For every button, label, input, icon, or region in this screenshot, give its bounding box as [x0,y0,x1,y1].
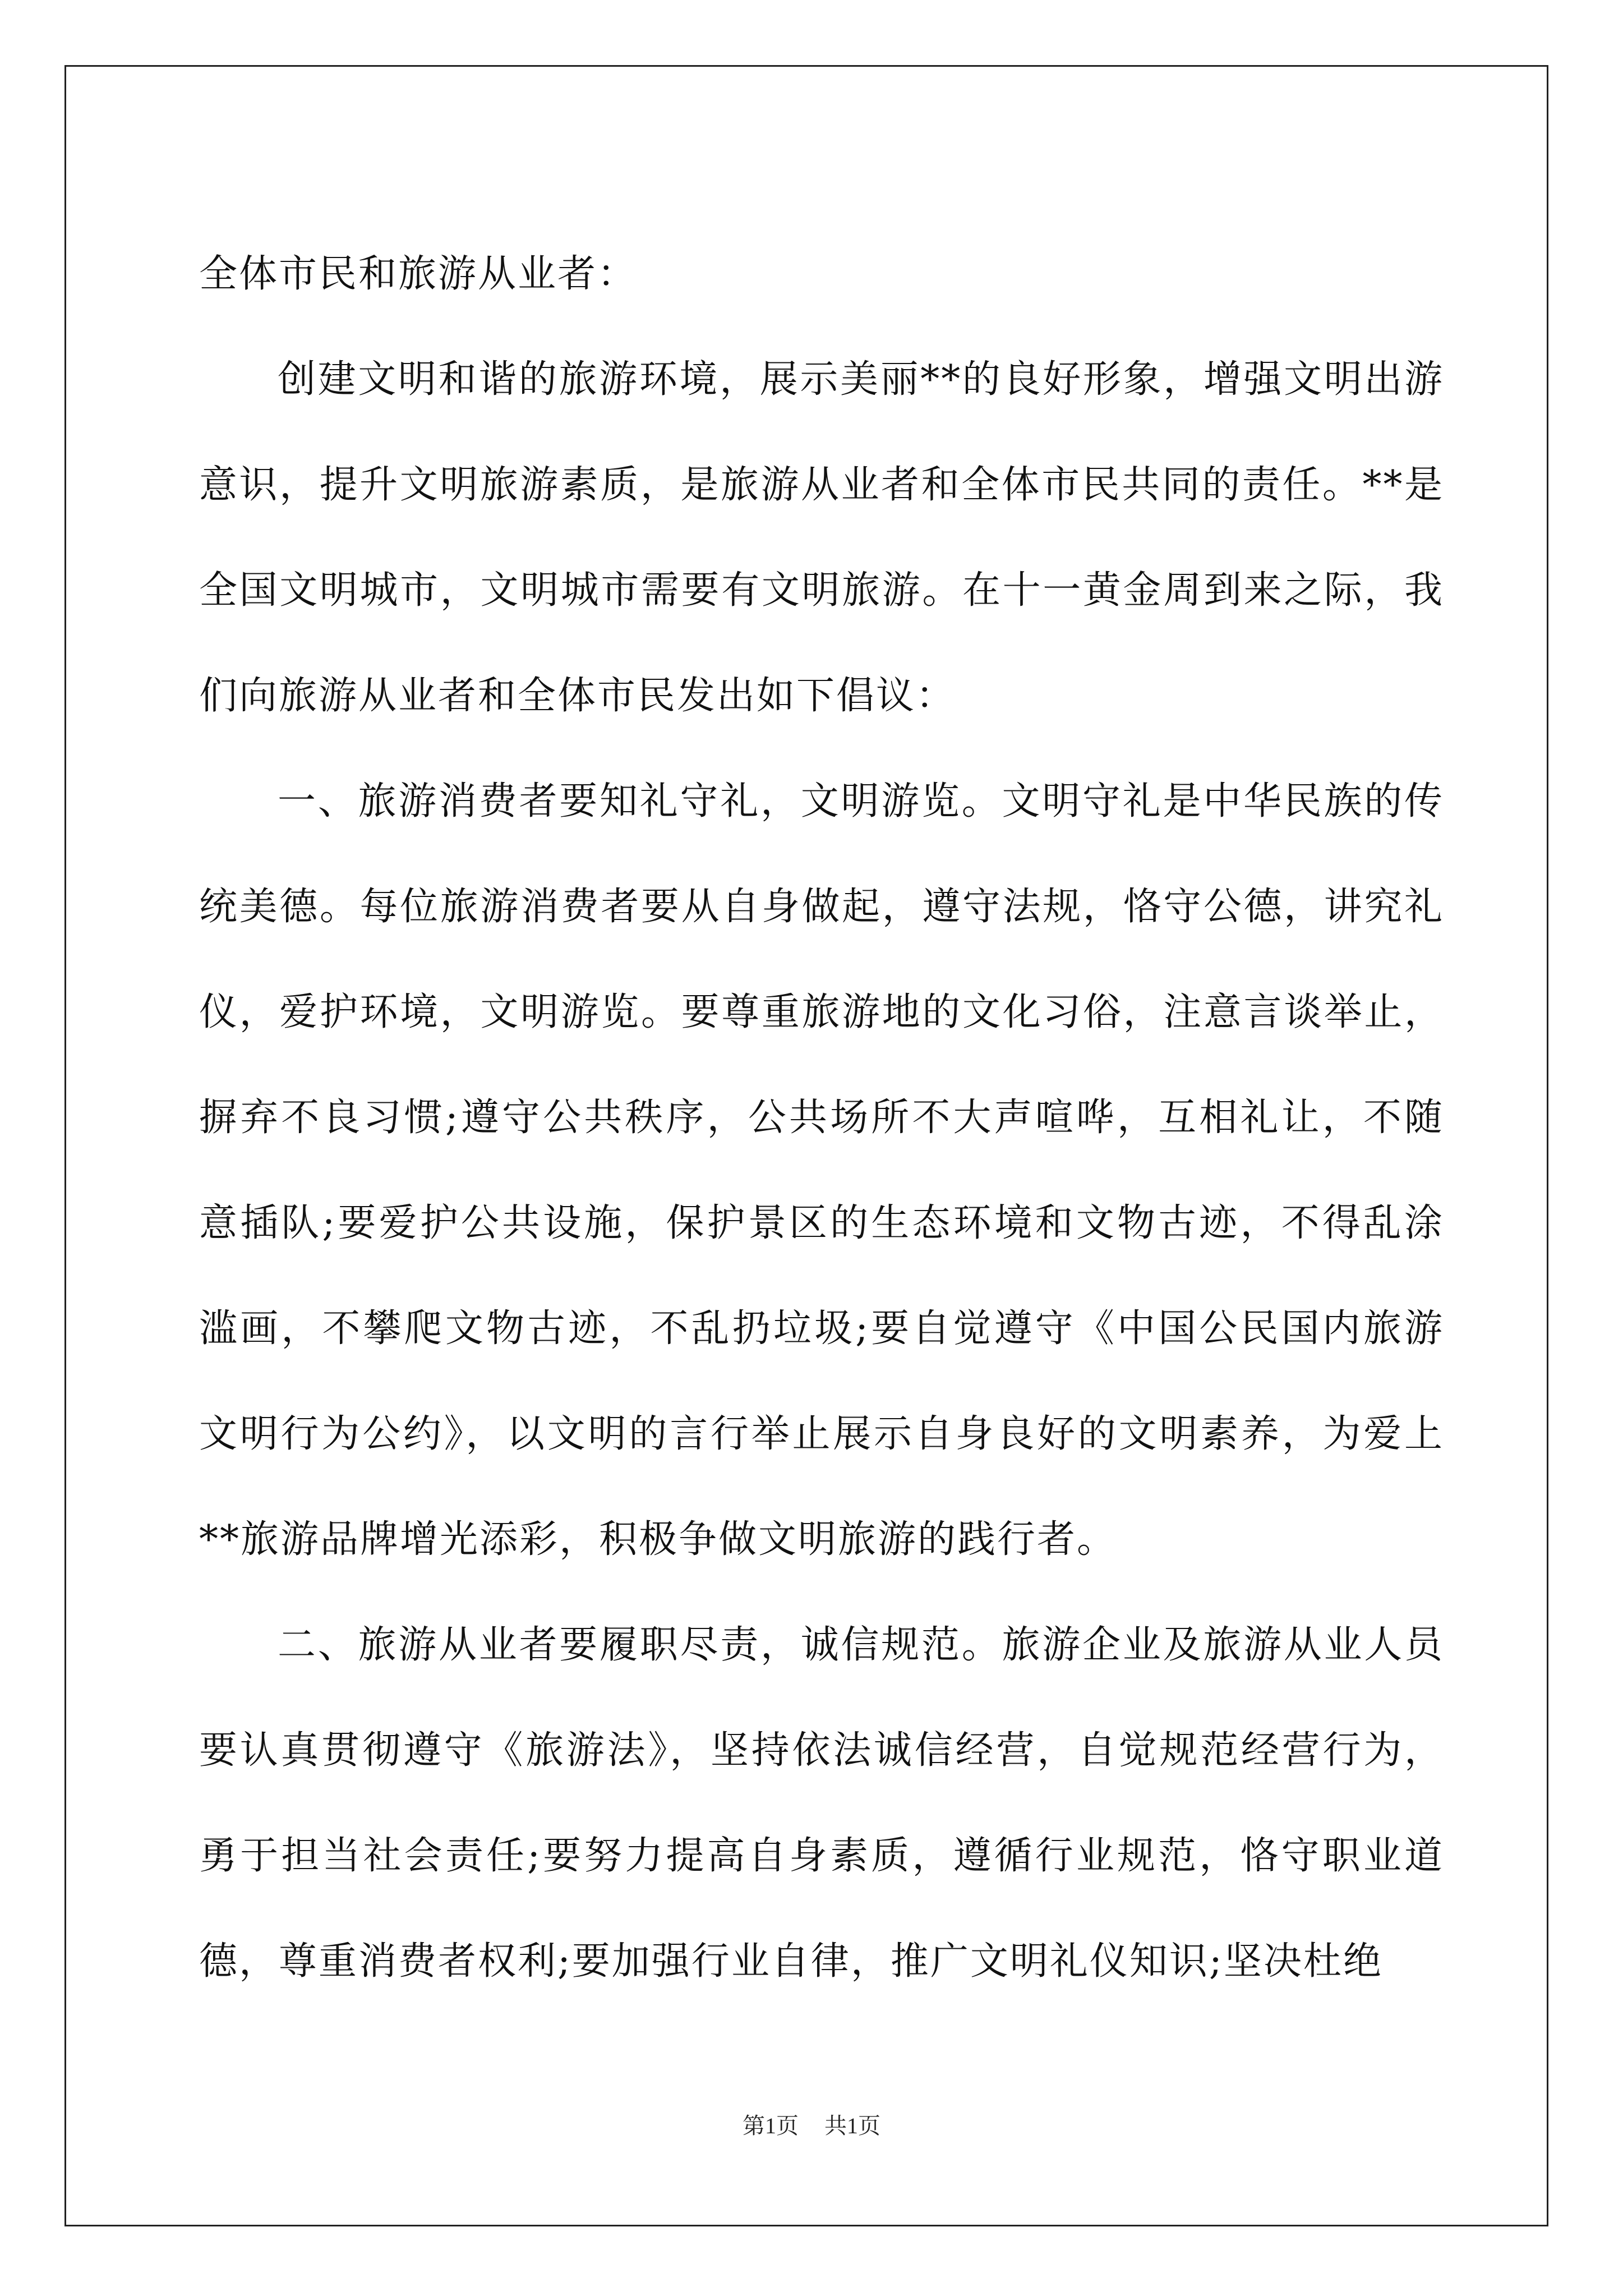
paragraph-practitioners: 二、旅游从业者要履职尽责，诚信规范。旅游企业及旅游从业人员要认真贯彻遵守《旅游法》，坚持依法诚信经营，自觉规范经营行为，勇于担当社会责任;要努力提高自身素质，遵循行业规范，恪守职业道德，尊重消费者权利;要加强行业自律，推广文明礼仪知识;坚决杜绝 [199,1623,1444,1984]
page-footer [0,2108,1623,2140]
paragraph-consumers: 一、旅游消费者要知礼守礼，文明游览。文明守礼是中华民族的传统美德。每位旅游消费者要从自身做起，遵守法规，恪守公德，讲究礼仪，爱护环境，文明游览。要尊重旅游地的文化习俗，注意言谈举止，摒弃不良习惯;遵守公共秩序，公共场所不大声喧哗，互相礼让，不随意插队;要爱护公共设施，保护景区的生态环境和文物古迹，不得乱涂滥画，不攀爬文物古迹，不乱扔垃圾;要自觉遵守《中国公民国内旅游文明行为公约》，以文明的言行举止展示自身良好的文明素养，为爱上**旅游品牌增光添彩，积极争做文明旅游的践行者。 [199,779,1444,1562]
page-number-total: 共1页 [824,2113,880,2138]
document-body [199,222,1444,2014]
page-number-current: 第1页 [743,2113,799,2138]
salutation: 全体市民和旅游从业者： [199,252,638,296]
paragraph-intro: 创建文明和谐的旅游环境，展示美丽**的良好形象，增强文明出游意识，提升文明旅游素质，是旅游从业者和全体市民共同的责任。**是全国文明城市，文明城市需要有文明旅游。在十一黄金周到来之际，我们向旅游从业者和全体市民发出如下倡议： [199,357,1444,718]
